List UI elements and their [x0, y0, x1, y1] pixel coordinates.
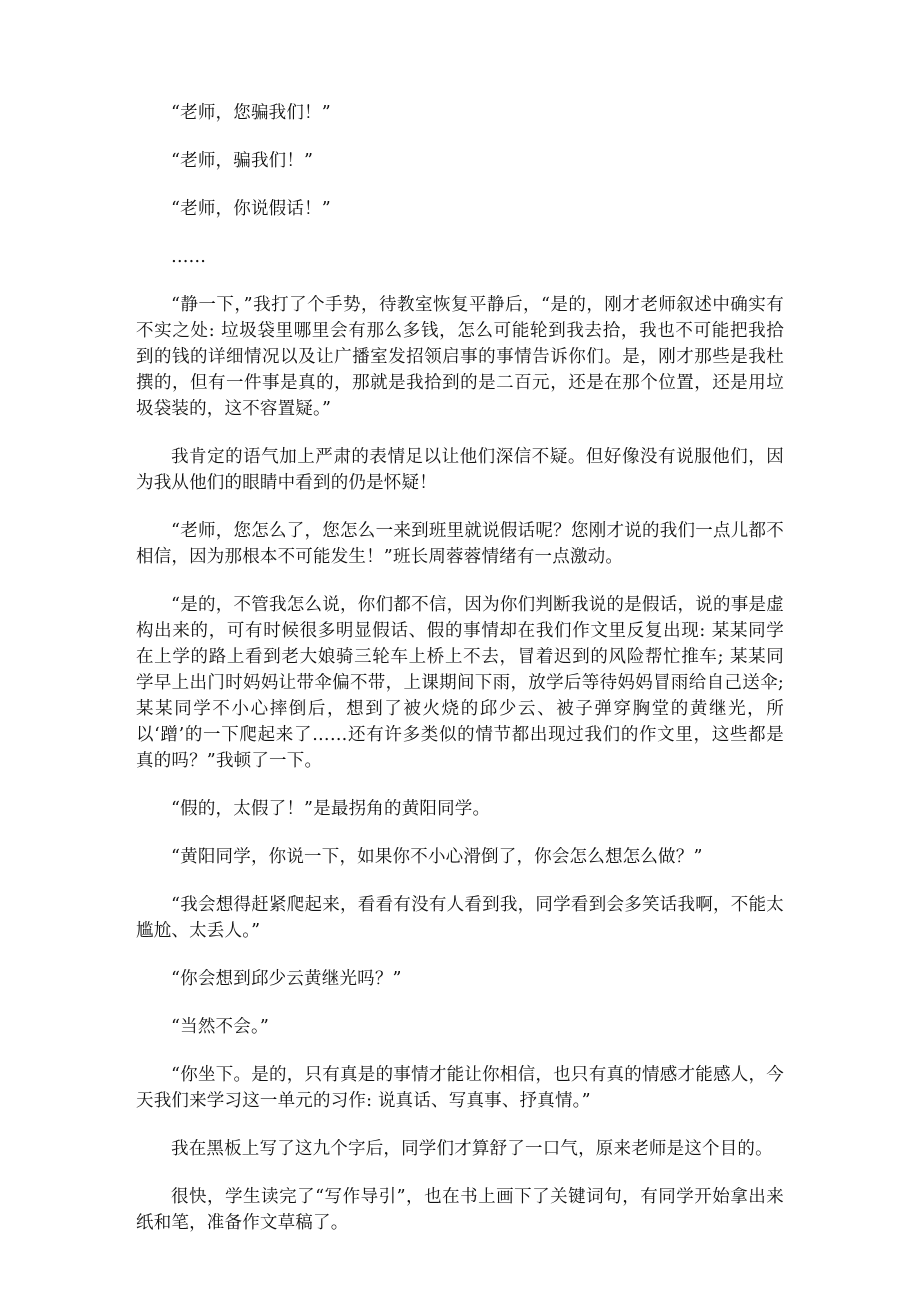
paragraph-10: “黄阳同学，你说一下，如果你不小心滑倒了，你会怎么想怎么做？” [171, 847, 703, 867]
paragraph-8: “是的，不管我怎么说，你们都不信，因为你们判断我说的是假话，说的事是虚构出来的，可有时候很多明显假话、假的事情却在我们作文里反复出现: 某某同学在上学的路上看到老大娘骑三轮车上桥上不去，冒着迟到的风险帮忙推车; 某某同学早上出门时妈妈让带伞偏不带，上课期间下雨，放学后等待妈妈冒雨给自己送伞; 某某同学不小心摔倒后，想到了被火烧的邱少云、被子弹穿胸堂的黄继光，所以‘蹭’的一下爬起来了……还有许多类似的情节都出现过我们的作文里，这些都是真的吗？”我顿了一下。 [136, 595, 784, 771]
paragraph-5: “静一下，”我打了个手势，待教室恢复平静后，“是的，刚才老师叙述中确实有不实之处: 垃圾袋里哪里会有那么多钱，怎么可能轮到我去拾，我也不可能把我拾到的钱的详细情况以及让广播室发招领启事的事情告诉你们。是，刚才那些是我杜撰的，但有一件事是真的，那就是我拾到的是二百元，还是在那个位置，还是用垃圾袋装的，这不容置疑。” [136, 295, 784, 419]
paragraph-6: 我肯定的语气加上严肃的表情足以让他们深信不疑。但好像没有说服他们，因为我从他们的眼睛中看到的仍是怀疑！ [136, 447, 784, 493]
paragraph-9: “假的，太假了！”是最拐角的黄阳同学。 [171, 799, 491, 819]
paragraph-15: 我在黑板上写了这九个字后，同学们才算舒了一口气，原来老师是这个目的。 [171, 1139, 773, 1159]
paragraph-1: “老师，您骗我们！” [171, 103, 331, 123]
paragraph-ellipsis: …… [171, 247, 206, 267]
paragraph-14: “你坐下。是的，只有真是的事情才能让你相信，也只有真的情感才能感人，今天我们来学习这一单元的习作: 说真话、写真事、抒真情。” [136, 1065, 784, 1111]
paragraph-11: “我会想得赶紧爬起来，看看有没有人看到我，同学看到会多笑话我啊，不能太尴尬、太丢人。” [136, 895, 784, 941]
paragraph-3: “老师，你说假话！” [171, 199, 331, 219]
paragraph-2: “老师，骗我们！” [171, 151, 314, 171]
paragraph-7: “老师，您怎么了，您怎么一来到班里就说假话呢？您刚才说的我们一点儿都不相信，因为那根本不可能发生！”班长周蓉蓉情绪有一点激动。 [136, 521, 784, 567]
paragraph-12: “你会想到邱少云黄继光吗？” [171, 969, 402, 989]
document-page [136, 100, 784, 1258]
paragraph-13: “当然不会。” [171, 1017, 270, 1037]
paragraph-16: 很快，学生读完了“写作导引”，也在书上画下了关键词句，有同学开始拿出来纸和笔，准备作文草稿了。 [136, 1187, 784, 1233]
